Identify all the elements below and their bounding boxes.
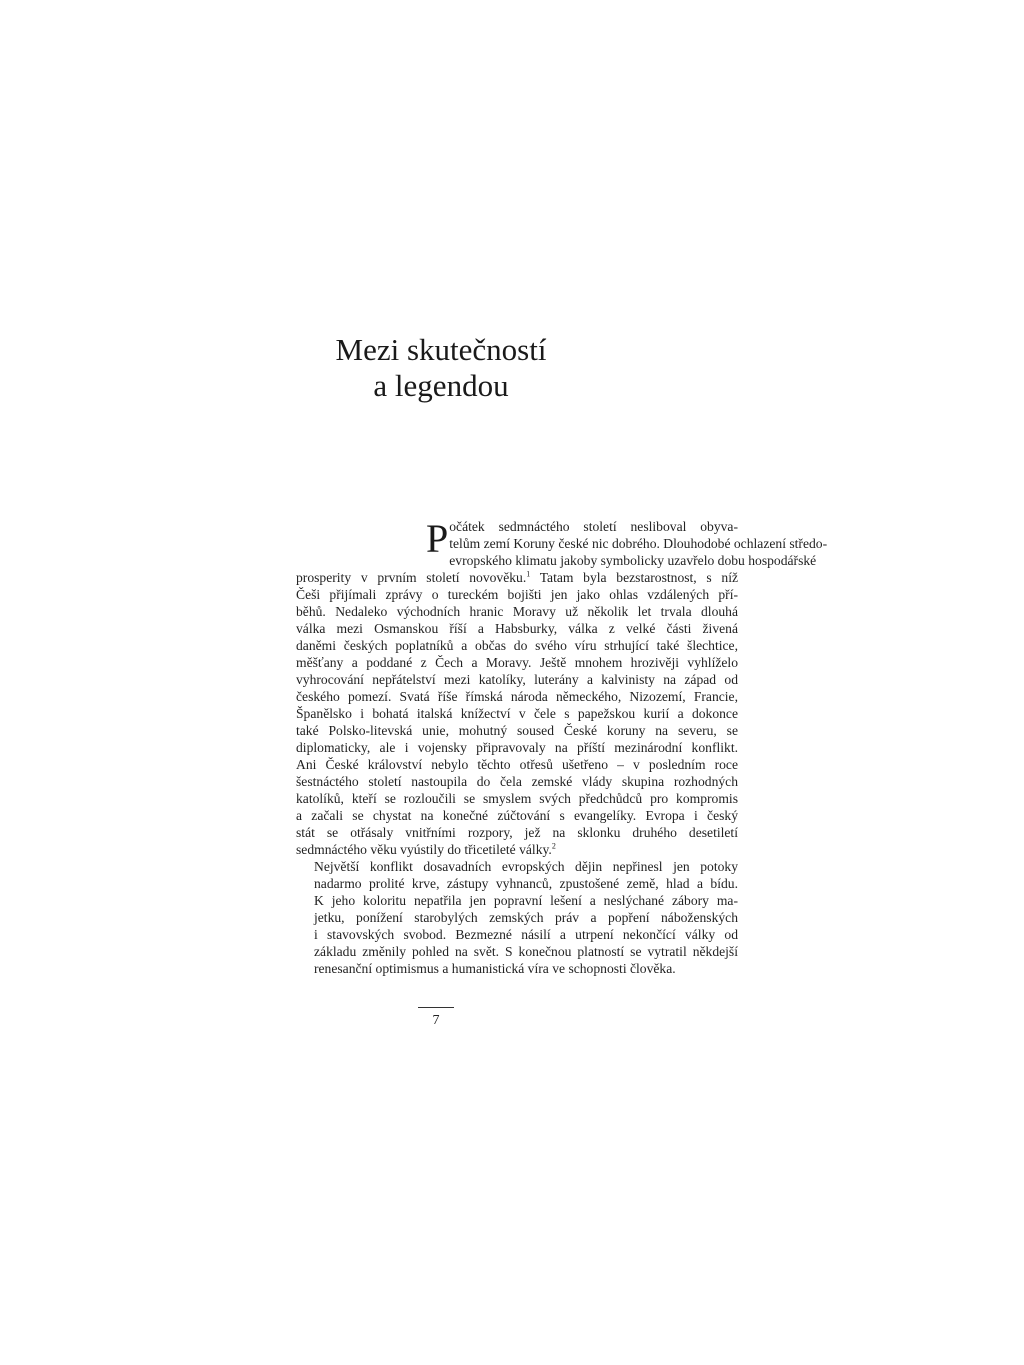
text-line: nadarmo prolité krve, zástupy vyhnanců, zpustošené země, hlad a bídu. [314,876,738,891]
footnote-marker: 1 [526,569,531,579]
text-line: diplomaticky, ale i vojensky připravovaly na příští mezinárodní konflikt. [296,740,738,755]
text-line: také Polsko-litevská unie, mohutný soused České koruny na severu, se [296,723,738,738]
text-line: Španělsko i bohatá italská knížectví v čele s papežskou kurií a dokonce [296,706,738,721]
chapter-title-line-2: a legendou [373,368,509,403]
text-line-with-footnote [296,841,738,858]
text-line: evropského klimatu jakoby symbolicky uzavřelo dobu hospodářské [449,553,817,568]
text-line: očátek sedmnáctého století nesliboval obyva- [449,519,738,534]
text-line: renesanční optimismus a humanistická víra ve schopnosti člověka. [314,961,676,976]
text-line-with-footnote [296,569,738,586]
text-line: daněmi českých poplatníků a občas do svého víru strhující také šlechtice, [296,638,738,653]
text-fragment: Tatam byla bezstarostnost, s níž [530,570,739,585]
paragraph-2 [296,858,738,977]
drop-cap: P [426,516,449,561]
text-line: válka mezi Osmanskou říší a Habsburky, válka z velké části živená [296,621,738,636]
chapter-title-line-1: Mezi skutečností [335,332,547,367]
page-number: 7 [432,1013,440,1028]
text-line: měšťany a poddané z Čech a Moravy. Ještě mnohem hrozivěji vyhlíželo [296,655,738,670]
text-line: šestnáctého století nastoupila do čela zemské vlády skupina rozhodných [296,774,738,789]
chapter-title [292,332,590,404]
text-line: Češi přijímali zprávy o tureckém bojišti jen jako ohlas vzdálených pří- [296,587,738,602]
text-line: telům zemí Koruny české nic dobrého. Dlouhodobé ochlazení středo- [449,536,828,551]
footnote-marker: 2 [551,841,556,851]
chapter-body [296,516,828,977]
text-fragment: prosperity v prvním století novověku. [296,570,527,585]
text-line: jetku, ponížení starobylých zemských práv a popření náboženských [314,910,738,925]
paragraph-1 [296,516,828,858]
text-line: i stavovských svobod. Bezmezné násilí a utrpení nekončící války od [314,927,738,942]
text-line: K jeho koloritu nepatřila jen popravní lešení a neslýchané zábory ma- [314,893,738,908]
text-fragment: sedmnáctého věku vyústily do třicetileté války. [296,842,552,857]
text-line: katolíků, kteří se rozloučili se smyslem svých předchůdců pro kompromis [296,791,738,806]
page-number-rule [418,1007,454,1008]
text-line: běhů. Nedaleko východních hranic Moravy už několik let trvala dlouhá [296,604,738,619]
text-line: a začali se chystat na konečné zúčtování s evangelíky. Evropa i český [296,808,738,823]
text-line: Ani České království nebylo těchto otřesů ušetřeno – v posledním roce [296,757,738,772]
text-line: základu změnily pohled na svět. S konečnou platností se vytratil někdejší [314,944,738,959]
text-line: vyhrocování nepřátelství mezi katolíky, luterány a kalvinisty na západ od [296,672,738,687]
text-line: Největší konflikt dosavadních evropských dějin nepřinesl jen potoky [314,859,738,874]
text-line: stát se otřásaly vnitřními rozpory, jež na sklonku druhého desetiletí [296,825,738,840]
text-line: českého pomezí. Svatá říše římská národa německého, Nizozemí, Francie, [296,689,738,704]
